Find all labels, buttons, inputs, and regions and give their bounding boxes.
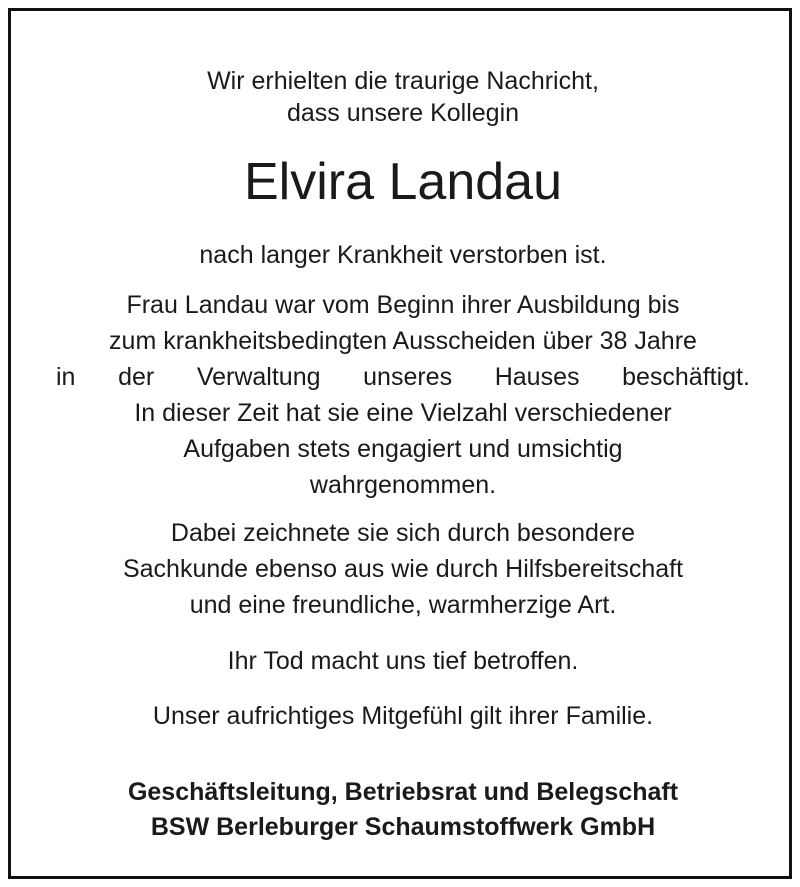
paragraph4: Unser aufrichtiges Mitgefühl gilt ihrer Familie. [152, 702, 654, 730]
word: in [56, 363, 76, 391]
word: beschäftigt. [622, 363, 750, 391]
word: Hauses [494, 363, 580, 391]
after-name-line: nach langer Krankheit verstorben ist. [199, 241, 607, 269]
signature-line-2: BSW Berleburger Schaumstoffwerk GmbH [150, 813, 656, 841]
word: unseres [363, 363, 453, 391]
obituary-notice [8, 8, 792, 879]
paragraph1-line-1: Frau Landau war vom Beginn ihrer Ausbildung bis [126, 291, 680, 319]
paragraph2-line-2: Sachkunde ebenso aus wie durch Hilfsbereitschaft [122, 555, 684, 583]
deceased-name: Elvira Landau [244, 153, 562, 211]
paragraph2-line-1: Dabei zeichnete sie sich durch besondere [170, 519, 636, 547]
word: Verwaltung [196, 363, 321, 391]
paragraph1-line-5: Aufgaben stets engagiert und umsichtig [183, 435, 623, 463]
signature-line-1: Geschäftsleitung, Betriebsrat und Belegschaft [127, 778, 679, 806]
intro-line-1: Wir erhielten die traurige Nachricht, [207, 67, 599, 95]
paragraph1-line-4: In dieser Zeit hat sie eine Vielzahl verschiedener [134, 399, 672, 427]
paragraph3: Ihr Tod macht uns tief betroffen. [227, 647, 579, 675]
paragraph2-line-3: und eine freundliche, warmherzige Art. [189, 591, 617, 619]
notice-content [11, 11, 795, 882]
intro-line-2: dass unsere Kollegin [286, 99, 520, 127]
paragraph1-line-3 [56, 359, 750, 395]
paragraph1-line-2: zum krankheitsbedingten Ausscheiden über 38 Jahre [109, 327, 697, 355]
word: der [118, 363, 155, 391]
paragraph1-line-6: wahrgenommen. [309, 471, 497, 499]
